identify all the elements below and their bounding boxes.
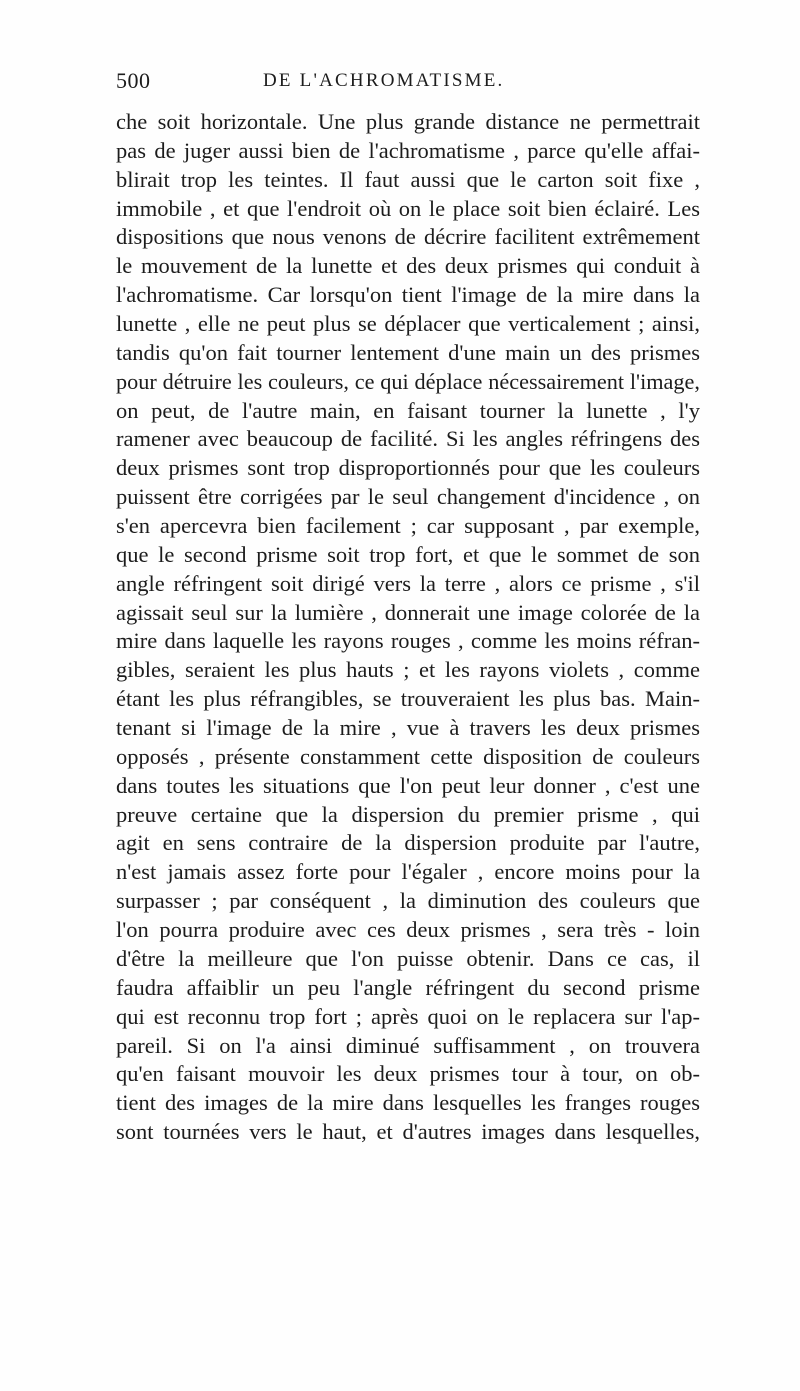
page-number: 500 <box>116 68 151 93</box>
body-text <box>116 108 700 1147</box>
text-line: mire dans laquelle les rayons rouges , comme les moins réfran- <box>116 628 700 654</box>
text-line: tenant si l'image de la mire , vue à travers les deux prismes <box>116 715 700 741</box>
text-line: n'est jamais assez forte pour l'égaler , encore moins pour la <box>116 859 700 885</box>
text-line: agissait seul sur la lumière , donnerait une image colorée de la <box>116 599 700 625</box>
text-line: sont tournées vers le haut, et d'autres images dans lesquelles, <box>116 1119 700 1145</box>
text-line: lunette , elle ne peut plus se déplacer que verticalement ; ainsi, <box>116 311 700 337</box>
text-line: opposés , présente constamment cette disposition de couleurs <box>116 743 700 769</box>
text-line: blirait trop les teintes. Il faut aussi que le carton soit fixe , <box>116 166 700 192</box>
text-line: agit en sens contraire de la dispersion produite par l'autre, <box>116 830 700 856</box>
text-line: que le second prisme soit trop fort, et que le sommet de son <box>116 541 700 567</box>
text-line: s'en apercevra bien facilement ; car supposant , par exemple, <box>116 513 700 539</box>
text-line: le mouvement de la lunette et des deux prismes qui conduit à <box>116 253 700 279</box>
text-line: pareil. Si on l'a ainsi diminué suffisamment , on trouvera <box>116 1032 700 1058</box>
text-line: pour détruire les couleurs, ce qui déplace nécessairement l'image, <box>116 368 700 394</box>
text-line: surpasser ; par conséquent , la diminution des couleurs que <box>116 888 700 914</box>
text-line: ramener avec beaucoup de facilité. Si les angles réfringens des <box>116 426 700 452</box>
text-line: che soit horizontale. Une plus grande distance ne permettrait <box>116 109 700 134</box>
text-line: preuve certaine que la dispersion du premier prisme , qui <box>116 801 700 827</box>
text-line: faudra affaiblir un peu l'angle réfringent du second prisme <box>116 974 700 1000</box>
text-line: tandis qu'on fait tourner lentement d'une main un des prismes <box>116 339 700 365</box>
text-line: l'on pourra produire avec ces deux prismes , sera très - loin <box>116 917 700 943</box>
text-line: gibles, seraient les plus hauts ; et les rayons violets , comme <box>116 657 700 683</box>
text-line: qui est reconnu trop fort ; après quoi on le replacera sur l'ap- <box>116 1003 700 1029</box>
text-line: on peut, de l'autre main, en faisant tourner la lunette , l'y <box>116 397 700 423</box>
running-head: DE L'ACHROMATISME. <box>263 70 505 91</box>
text-line: l'achromatisme. Car lorsqu'on tient l'image de la mire dans la <box>116 282 700 308</box>
text-line: étant les plus réfrangibles, se trouveraient les plus bas. Main- <box>116 686 700 712</box>
text-line: pas de juger aussi bien de l'achromatisme , parce qu'elle affai- <box>116 137 700 163</box>
text-line: qu'en faisant mouvoir les deux prismes tour à tour, on ob- <box>116 1061 700 1087</box>
text-line: dans toutes les situations que l'on peut leur donner , c'est une <box>116 772 700 798</box>
text-line: d'être la meilleure que l'on puisse obtenir. Dans ce cas, il <box>116 945 700 971</box>
text-line: dispositions que nous venons de décrire facilitent extrêmement <box>116 224 700 250</box>
text-line: immobile , et que l'endroit où on le place soit bien éclairé. Les <box>116 195 700 221</box>
text-line: deux prismes sont trop disproportionnés pour que les couleurs <box>116 455 700 481</box>
page-header <box>116 68 700 98</box>
text-line: angle réfringent soit dirigé vers la terre , alors ce prisme , s'il <box>116 570 700 596</box>
text-line: tient des images de la mire dans lesquelles les franges rouges <box>116 1090 700 1116</box>
text-line: puissent être corrigées par le seul changement d'incidence , on <box>116 484 700 510</box>
